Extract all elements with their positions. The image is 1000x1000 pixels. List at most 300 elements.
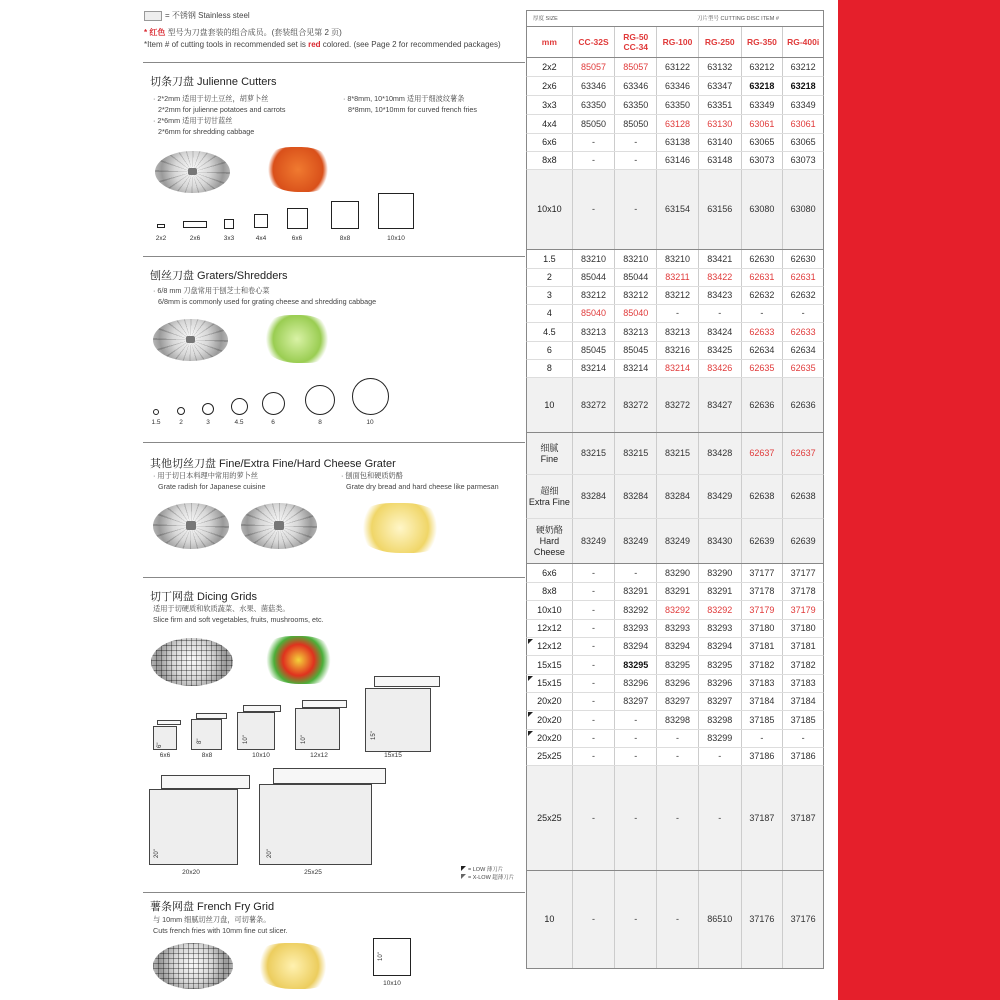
item-number-cell: -	[614, 711, 656, 729]
diced-vegetables-image	[261, 636, 336, 684]
item-number-cell: 62630	[741, 250, 783, 268]
size-cell: 2x6	[542, 80, 557, 91]
item-number-cell: 83210	[614, 250, 656, 268]
table-row	[526, 638, 824, 656]
item-number-cell: 37176	[782, 871, 823, 968]
item-number-cell: 62631	[741, 269, 783, 286]
item-number-cell: 83290	[698, 564, 741, 582]
cube-25x25	[259, 768, 387, 865]
item-number-cell: 37178	[741, 583, 783, 600]
depth-label: 10"	[243, 735, 249, 744]
item-number-cell: 85057	[572, 58, 615, 76]
item-number-cell: 85045	[614, 342, 656, 359]
item-number-cell: 63128	[656, 115, 698, 133]
item-number-cell: -	[572, 693, 615, 710]
stainless-swatch	[144, 11, 162, 21]
item-number-cell: 62637	[741, 433, 783, 474]
size-shape	[157, 224, 165, 228]
item-number-cell: 85057	[614, 58, 656, 76]
item-number-cell: -	[572, 152, 615, 169]
item-number-cell: 83294	[698, 638, 741, 655]
item-number-cell: 86510	[698, 871, 741, 968]
item-number-cell: 83430	[698, 519, 741, 563]
item-number-cell: 63080	[741, 170, 783, 249]
size-text: 20x20	[537, 714, 562, 725]
item-number-cell: 83427	[698, 378, 741, 432]
section-julienne	[143, 62, 525, 257]
item-number-cell: 83291	[656, 583, 698, 600]
section-title: 刨丝刀盘 Graters/Shredders	[150, 270, 288, 282]
julienne-disc-image	[155, 151, 230, 193]
size-text: 20x20	[537, 733, 562, 743]
item-number-cell: 62632	[782, 287, 823, 304]
item-number-cell: 63156	[698, 170, 741, 249]
item-number-cell: 63080	[782, 170, 823, 249]
item-number-cell: 63061	[782, 115, 823, 133]
table-row	[526, 287, 824, 305]
item-number-cell: 85040	[572, 305, 615, 322]
item-number-cell: 83292	[614, 601, 656, 619]
table-row	[526, 711, 824, 730]
item-number-cell: 83295	[656, 656, 698, 674]
table-row	[526, 564, 824, 583]
item-number-cell: 83295	[614, 656, 656, 674]
table-row	[526, 170, 824, 250]
low-blade-marker-icon	[528, 676, 533, 681]
table-row	[526, 360, 824, 378]
item-number-cell: -	[782, 305, 823, 322]
size-cell	[527, 711, 572, 729]
size-label: 8	[318, 419, 322, 426]
item-number-cell: 63218	[782, 77, 823, 95]
size-cell: 6x6	[542, 137, 557, 147]
item-number-cell: 83291	[698, 583, 741, 600]
item-number-cell: 63351	[698, 96, 741, 114]
cube-15x15	[365, 676, 441, 752]
carrot-strips-image	[263, 147, 333, 192]
extra-fine-disc-image	[241, 503, 317, 549]
depth-label: 10"	[378, 952, 384, 961]
item-number-cell: 83249	[656, 519, 698, 563]
size-cell: 4	[546, 308, 552, 318]
size-label: 2	[179, 419, 183, 426]
item-number-cell: 37180	[741, 620, 783, 637]
table-row	[526, 378, 824, 433]
item-number-cell: 83284	[614, 475, 656, 518]
item-number-cell: 83294	[614, 638, 656, 655]
item-number-cell: 63154	[656, 170, 698, 249]
section-title: 其他切丝刀盘 Fine/Extra Fine/Hard Cheese Grater	[150, 458, 396, 470]
size-cell: 10	[544, 914, 555, 924]
item-number-cell: 83425	[698, 342, 741, 359]
size-cell: 3	[546, 290, 552, 300]
item-number-cell: 63347	[698, 77, 741, 95]
size-cell	[527, 638, 572, 655]
size-cell: 6	[546, 345, 552, 355]
item-number-cell: 83216	[656, 342, 698, 359]
item-number-cell: -	[572, 871, 615, 968]
item-number-cell: -	[572, 564, 615, 582]
size-cell: 4x4	[542, 118, 557, 129]
item-number-cell: -	[614, 766, 656, 870]
item-number-cell: -	[698, 766, 741, 870]
table-row	[526, 620, 824, 638]
item-number-cell: 62638	[782, 475, 823, 518]
item-number-cell: -	[614, 170, 656, 249]
item-number-cell: 37181	[741, 638, 783, 655]
item-number-cell: -	[614, 564, 656, 582]
item-number-cell: 83249	[572, 519, 615, 563]
size-label: 1.5	[151, 419, 161, 426]
item-number-cell: 63138	[656, 134, 698, 151]
item-number-cell: 62636	[782, 378, 823, 432]
size-cell: 8x8	[542, 586, 557, 596]
size-cell: 2x2	[542, 61, 557, 72]
item-number-cell: 83424	[698, 323, 741, 341]
size-label: 8x8	[201, 752, 213, 759]
item-number-cell: 83272	[614, 378, 656, 432]
size-cell: 8	[546, 363, 552, 373]
table-row	[526, 96, 824, 115]
item-number-cell: 83426	[698, 360, 741, 377]
item-number-cell: 62634	[741, 342, 783, 359]
size-label: 12x12	[310, 752, 328, 759]
bullet: · 2*2mm 适用于切土豆丝，胡萝卜丝 2*2mm for julienne potatoes and carrots · 2*6mm 适用于切甘蓝丝 2*6mm for shredding cabbage	[153, 94, 286, 136]
item-number-cell: 83292	[656, 601, 698, 619]
item-number-cell: 83294	[656, 638, 698, 655]
column-header: RG-50 CC-34	[614, 27, 656, 57]
set-note: * 红色 型号为刀盘套装的组合成员。(套装组合见第 2 页) *Item # of cutting tools in recommended set is red colored. (see Page 2 for recommended packages)	[144, 28, 501, 49]
size-cell: 10x10	[537, 604, 562, 615]
size-cell: 15x15	[537, 659, 562, 670]
size-text: 15x15	[537, 678, 562, 688]
size-label: 2x6	[189, 235, 201, 242]
table-row	[526, 433, 824, 475]
item-number-cell: 85044	[572, 269, 615, 286]
table-row	[526, 269, 824, 287]
size-cell: 3x3	[542, 99, 557, 110]
column-header: RG-400i	[782, 27, 823, 57]
size-cell: 硬奶酪 Hard Cheese	[533, 524, 565, 557]
item-number-cell: 83213	[614, 323, 656, 341]
item-number-cell: 63350	[572, 96, 615, 114]
size-shape	[183, 221, 207, 228]
item-number-cell: 85050	[614, 115, 656, 133]
size-label: 2x2	[155, 235, 167, 242]
size-label: 10	[366, 419, 374, 426]
item-number-cell: -	[741, 305, 783, 322]
item-number-cell: 83211	[656, 269, 698, 286]
column-header: CC-32S	[572, 27, 615, 57]
shredded-cabbage-image	[261, 315, 333, 363]
low-blade-marker-icon	[528, 639, 533, 644]
size-label: 10x10	[252, 752, 270, 759]
cube-20x20	[149, 775, 251, 865]
size-circle	[352, 378, 389, 415]
item-number-cell: 62635	[782, 360, 823, 377]
item-number-cell: 83422	[698, 269, 741, 286]
item-number-cell: 63146	[656, 152, 698, 169]
item-number-cell: 62636	[741, 378, 783, 432]
size-cell	[527, 730, 572, 747]
item-number-cell: 83212	[656, 287, 698, 304]
table-row	[526, 871, 824, 969]
item-number-cell: 62638	[741, 475, 783, 518]
item-number-cell: -	[572, 134, 615, 151]
column-header: RG-350	[741, 27, 783, 57]
item-number-cell: -	[572, 675, 615, 692]
item-number-cell: 85044	[614, 269, 656, 286]
size-circle	[262, 392, 285, 415]
table-body	[526, 58, 824, 969]
item-number-cell: 37179	[741, 601, 783, 619]
bullet: · 8*8mm, 10*10mm 适用于细波纹薯条 8*8mm, 10*10mm for curved french fries	[343, 94, 478, 114]
table-row	[526, 323, 824, 342]
item-number-cell: 37186	[741, 748, 783, 765]
item-number-cell: 83295	[698, 656, 741, 674]
size-shape	[378, 193, 414, 229]
depth-label: 20"	[267, 849, 273, 858]
size-label: 15x15	[384, 752, 402, 759]
column-header: RG-250	[698, 27, 741, 57]
size-cell: 2	[546, 272, 552, 282]
item-number-cell: 37187	[782, 766, 823, 870]
item-number-cell: 62630	[782, 250, 823, 268]
dicing-grid-image	[151, 638, 233, 686]
item-number-cell: 62634	[782, 342, 823, 359]
size-cell	[527, 675, 572, 692]
size-label: 6	[271, 419, 275, 426]
cutting-disc-table	[526, 10, 824, 969]
size-cell: 细腻 Fine	[540, 442, 559, 464]
cube-8x8	[191, 713, 229, 750]
depth-label: 8"	[197, 738, 203, 744]
table-row	[526, 342, 824, 360]
item-number-cell: 37186	[782, 748, 823, 765]
bullet: · 用于切日本料理中常用的萝卜丝 Grate radish for Japanese cuisine	[153, 471, 266, 491]
item-number-cell: 63065	[741, 134, 783, 151]
item-number-cell: 63148	[698, 152, 741, 169]
grated-cheese-image	[355, 503, 445, 553]
item-number-cell: 83214	[614, 360, 656, 377]
table-row	[526, 583, 824, 601]
grater-disc-image	[153, 319, 228, 361]
item-number-cell: 83272	[572, 378, 615, 432]
size-label: 25x25	[304, 869, 322, 876]
size-text: 12x12	[537, 641, 562, 651]
item-number-cell: 63122	[656, 58, 698, 76]
item-number-cell: 83296	[698, 675, 741, 692]
item-number-cell: 83284	[572, 475, 615, 518]
size-circle	[202, 403, 214, 415]
size-cell: 8x8	[542, 155, 557, 165]
item-number-cell: 63132	[698, 58, 741, 76]
size-label: 8x8	[339, 235, 351, 242]
item-number-cell: 63130	[698, 115, 741, 133]
item-number-cell: 83428	[698, 433, 741, 474]
item-number-cell: -	[656, 748, 698, 765]
item-number-cell: -	[572, 730, 615, 747]
section-title: 薯条网盘 French Fry Grid	[150, 901, 275, 913]
fry-grid-image	[153, 943, 233, 989]
item-number-cell: 83297	[656, 693, 698, 710]
item-number-cell: -	[572, 170, 615, 249]
item-number-cell: 83423	[698, 287, 741, 304]
size-label: 4x4	[255, 235, 267, 242]
item-number-cell: 37182	[741, 656, 783, 674]
item-number-cell: -	[656, 871, 698, 968]
item-number-cell: -	[614, 730, 656, 747]
item-number-cell: -	[572, 620, 615, 637]
item-number-cell: 63346	[614, 77, 656, 95]
item-number-cell: -	[572, 711, 615, 729]
item-number-cell: 63346	[572, 77, 615, 95]
low-blade-marker-icon	[528, 731, 533, 736]
item-number-cell: 85040	[614, 305, 656, 322]
item-number-cell: 37185	[741, 711, 783, 729]
item-number-cell: -	[614, 871, 656, 968]
item-number-cell: 83213	[572, 323, 615, 341]
item-number-cell: -	[572, 583, 615, 600]
size-circle	[177, 407, 185, 415]
item-number-cell: 37184	[741, 693, 783, 710]
depth-label: 15"	[371, 731, 377, 740]
size-circle	[153, 409, 159, 415]
item-number-cell: 83290	[656, 564, 698, 582]
table-row	[526, 748, 824, 766]
item-number-cell: 62637	[782, 433, 823, 474]
item-number-cell: 63346	[656, 77, 698, 95]
size-cell: 6x6	[542, 567, 557, 578]
item-number-cell: 85050	[572, 115, 615, 133]
item-number-cell: 83293	[656, 620, 698, 637]
bullet: · 刨面包和硬质奶酪 Grate dry bread and hard cheese like parmesan	[341, 471, 499, 491]
item-number-cell: 83214	[572, 360, 615, 377]
item-number-cell: -	[572, 656, 615, 674]
item-number-cell: -	[698, 748, 741, 765]
item-number-cell: 83293	[614, 620, 656, 637]
section-graters	[143, 257, 525, 443]
section-title: 切条刀盘 Julienne Cutters	[150, 76, 277, 88]
size-label: 3	[206, 419, 210, 426]
size-cell: 25x25	[537, 751, 562, 761]
description: 与 10mm 细腻切丝刀盘，可切薯条。 Cuts french fries with 10mm fine cut slicer.	[153, 915, 288, 935]
size-cell: 25x25	[537, 812, 562, 823]
item-number-cell: 63073	[782, 152, 823, 169]
material-legend: = 不锈钢 Stainless steel	[144, 10, 250, 21]
table-row	[526, 675, 824, 693]
section-dicing-grids	[143, 578, 525, 893]
table-row	[526, 475, 824, 519]
item-number-cell: -	[572, 638, 615, 655]
item-number-cell: 63349	[782, 96, 823, 114]
item-number-cell: 37182	[782, 656, 823, 674]
column-header: RG-100	[656, 27, 698, 57]
item-number-cell: 37185	[782, 711, 823, 729]
table-row	[526, 58, 824, 77]
item-number-cell: 83210	[656, 250, 698, 268]
item-number-cell: 63350	[656, 96, 698, 114]
item-number-cell: -	[656, 730, 698, 747]
table-row	[526, 134, 824, 152]
size-label: 3x3	[223, 235, 235, 242]
item-number-cell: 83293	[698, 620, 741, 637]
depth-label: 10"	[301, 735, 307, 744]
table-row	[526, 77, 824, 96]
table-row	[526, 519, 824, 564]
size-cell: 10x10	[537, 204, 562, 214]
size-label: 4.5	[234, 419, 244, 426]
item-number-cell: 37183	[782, 675, 823, 692]
item-number-cell: 83284	[656, 475, 698, 518]
item-number-cell: 83421	[698, 250, 741, 268]
table-row	[526, 115, 824, 134]
table-row	[526, 656, 824, 675]
item-number-cell: 63065	[782, 134, 823, 151]
size-label: 10x10	[383, 980, 401, 987]
size-label: 10x10	[387, 235, 405, 242]
table-header	[526, 26, 824, 58]
size-cell: 4.5	[543, 326, 556, 337]
french-fries-image	[253, 943, 333, 989]
size-circle	[231, 398, 248, 415]
item-number-cell: 83215	[572, 433, 615, 474]
item-number-cell: 83296	[656, 675, 698, 692]
table-row	[526, 250, 824, 269]
item-number-cell: 83213	[656, 323, 698, 341]
item-number-cell: -	[572, 601, 615, 619]
section-french-fry-grid	[143, 893, 525, 993]
size-cell: 10	[544, 399, 555, 410]
item-number-cell: -	[572, 766, 615, 870]
item-number-cell: 83296	[614, 675, 656, 692]
size-cell: 1.5	[543, 253, 556, 264]
item-number-cell: -	[614, 134, 656, 151]
table-header-top: 厚度 SIZE 刀片型号 CUTTING DISC ITEM #	[526, 10, 824, 26]
size-shape	[331, 201, 359, 229]
item-number-cell: 37181	[782, 638, 823, 655]
item-number-cell: 83212	[614, 287, 656, 304]
size-circle	[305, 385, 335, 415]
low-blade-marker-icon	[528, 712, 533, 717]
depth-label: 6"	[157, 742, 163, 748]
item-number-cell: 83212	[572, 287, 615, 304]
table-row	[526, 152, 824, 170]
item-number-cell: 83297	[614, 693, 656, 710]
item-number-cell: -	[782, 730, 823, 747]
size-shape	[254, 214, 268, 228]
column-header: mm	[541, 37, 557, 47]
item-number-cell: 63349	[741, 96, 783, 114]
size-cell: 12x12	[537, 623, 562, 633]
item-number-cell: 37187	[741, 766, 783, 870]
section-fine-graters	[143, 443, 525, 578]
item-number-cell: 83298	[698, 711, 741, 729]
item-number-cell: 62632	[741, 287, 783, 304]
item-number-cell: 63073	[741, 152, 783, 169]
item-number-cell: 63140	[698, 134, 741, 151]
size-shape	[224, 219, 234, 229]
item-number-cell: -	[614, 152, 656, 169]
size-label: 6x6	[291, 235, 303, 242]
item-number-cell: 83215	[614, 433, 656, 474]
description: 适用于切硬质和软质蔬菜、水果、菌菇类。 Slice firm and soft vegetables, fruits, mushrooms, etc.	[153, 604, 324, 624]
item-number-cell: 62635	[741, 360, 783, 377]
item-number-cell: 83429	[698, 475, 741, 518]
item-number-cell: -	[698, 305, 741, 322]
section-title: 切丁网盘 Dicing Grids	[150, 591, 257, 603]
table-row	[526, 305, 824, 323]
